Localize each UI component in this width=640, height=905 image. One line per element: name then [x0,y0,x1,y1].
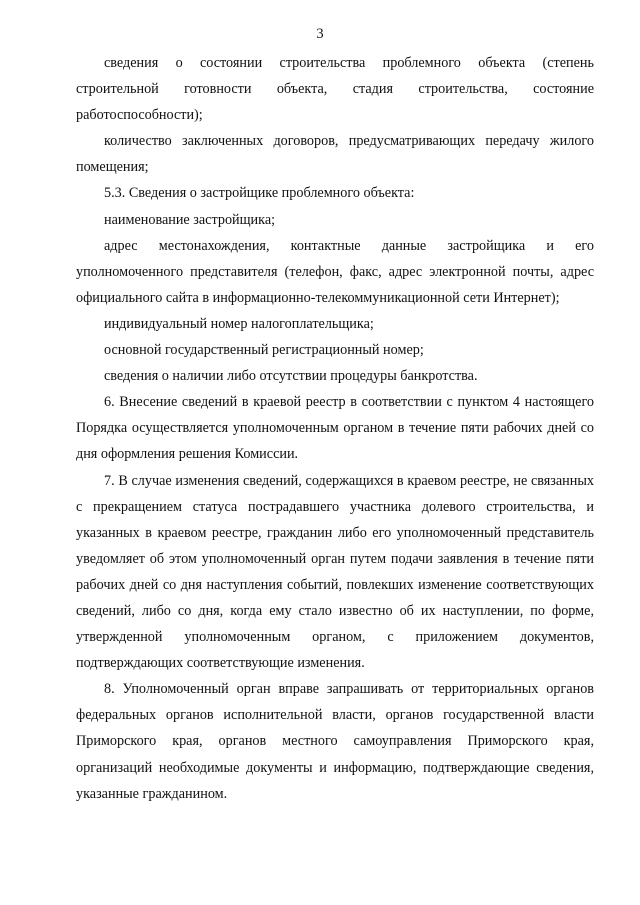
paragraph-8: 8. Уполномоченный орган вправе запрашивать от территориальных органов федеральных органов исполнительной власти, органов государственной власти Приморского края, органов местного самоуправления Приморского края, организаций необходимые документы и информацию, подтверждающие сведения, указанные гражданином. [76,681,594,802]
paragraph-developer-name: наименование застройщика; [104,211,276,228]
paragraph-bankruptcy: сведения о наличии либо отсутствии процедуры банкротства. [104,368,478,385]
paragraph-contracts-count: количество заключенных договоров, предусматривающих передачу жилого помещения; [76,133,594,176]
paragraph-construction-status: сведения о состоянии строительства проблемного объекта (степень строительной готовности объекта, стадия строительства, состояние работоспособности); [76,55,594,124]
document-body [76,50,594,807]
paragraph-tax-number: индивидуальный номер налогоплательщика; [104,315,374,332]
paragraph-6: 6. Внесение сведений в краевой реестр в соответствии с пунктом 4 настоящего Порядка осуществляется уполномоченным органом в течение пяти рабочих дней со дня оформления решения Комиссии. [76,394,594,463]
paragraph-registration-number: основной государственный регистрационный номер; [104,342,424,359]
paragraph-developer-address: адрес местонахождения, контактные данные застройщика и его уполномоченного представителя (телефон, факс, адрес электронной почты, адрес официального сайта в информационно-телекоммуникационной сети Интернет); [76,237,594,306]
paragraph-5-3-heading: 5.3. Сведения о застройщике проблемного объекта: [104,185,415,202]
paragraph-7: 7. В случае изменения сведений, содержащихся в краевом реестре, не связанных с прекращением статуса пострадавшего участника долевого строительства, и указанных в краевом реестре, гражданин либо его уполномоченный представитель уведомляет об этом уполномоченный орган путем подачи заявления в течение пяти рабочих дней со дня наступления событий, повлекших изменение соответствующих сведений, либо со дня, когда ему стало известно об их наступлении, по форме, утвержденной уполномоченным органом, с приложением документов, подтверждающих соответствующие изменения. [76,472,594,672]
page-number: 3 [316,26,324,42]
